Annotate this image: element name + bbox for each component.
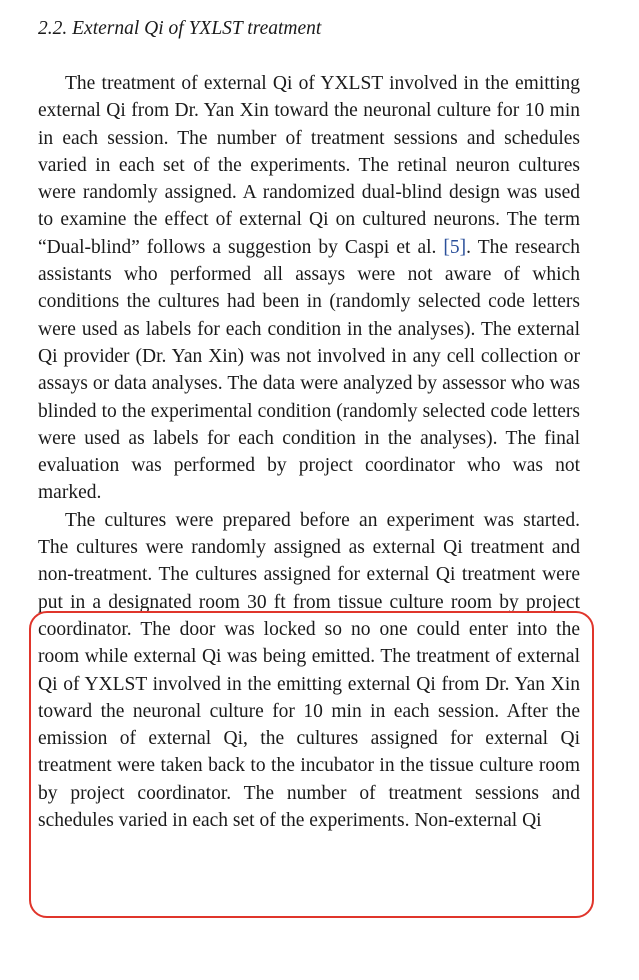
section-heading: 2.2. External Qi of YXLST treatment (38, 18, 322, 39)
paragraph-1-text-b: . The research assistants who performed all assays were not aware of which conditions the cultures had been in (randomly selected code letters were used as labels for each condition in the analyses). The external Qi provider (Dr. Yan Xin) was not involved in any cell collection or assays or data analyses. The data were analyzed by assessor who was blinded to the experimental condition (randomly selected code letters were used as labels for each condition in the analyses). The final evaluation was performed by project coordinator who was not marked. (38, 236, 580, 504)
citation-link[interactable]: [5] (443, 236, 467, 258)
article-page (38, 14, 580, 834)
paragraph-1-text-a: The treatment of external Qi of YXLST involved in the emitting external Qi from Dr. Yan Xin toward the neuronal culture for 10 min in each session. The number of treatment sessions and schedules varied in each set of the experiments. The retinal neuron cultures were randomly assigned. A randomized dual-blind design was used to examine the effect of external Qi on cultured neurons. The term “Dual-blind” follows a suggestion by Caspi et al. (38, 73, 580, 258)
paragraph-1 (38, 70, 580, 507)
paragraph-2: The cultures were prepared before an experiment was started. The cultures were randomly assigned as external Qi treatment and non-treatment. The cultures assigned for external Qi treatment were put in a designated room 30 ft from tissue culture room by project coordinator. The door was locked so no one could enter into the room while external Qi was being emitted. The treatment of external Qi of YXLST involved in the emitting external Qi from Dr. Yan Xin toward the neuronal culture for 10 min in each session. After the emission of external Qi, the cultures assigned for external Qi treatment were taken back to the incubator in the tissue culture room by project coordinator. The number of treatment sessions and schedules varied in each set of the experiments. Non-external Qi (38, 509, 580, 832)
